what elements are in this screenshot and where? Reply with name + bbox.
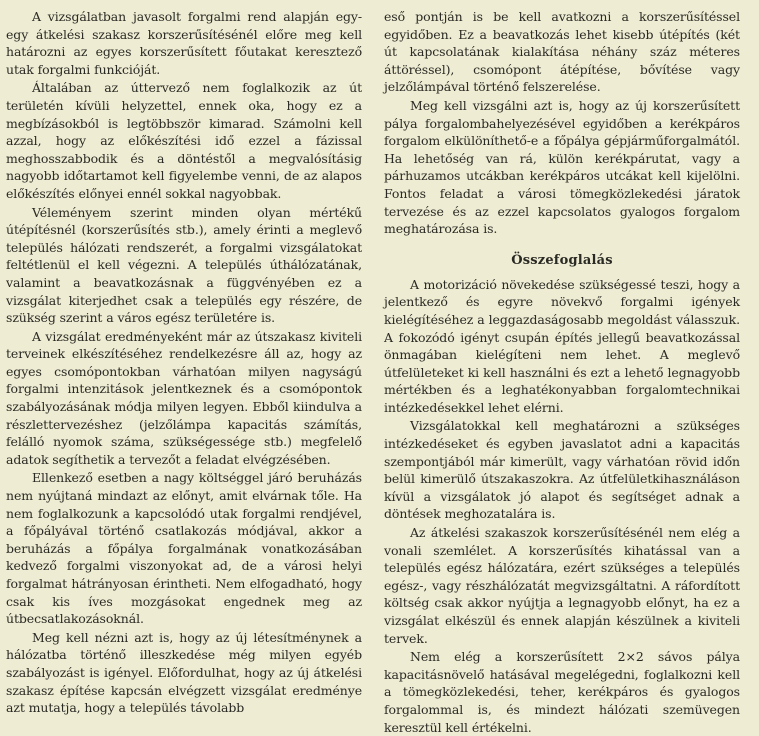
paragraph: A motorizáció növekedése szükségessé teszi, hogy a jelentkező és egyre növekvő forgalmi igények kielégítéséhez a leggazdaságosabb megoldást válasszuk. A fokozódó igényt csupán építés jellegű beavatkozással önmagában kielégíteni nem lehet. A meglevő útfelületeket ki kell használni és ezt a lehető legnagyobb mértékben és a leghatékonyabban forgalomtechnikai intézkedésekkel lehet elérni.: [384, 276, 740, 415]
paragraph: Ellenkező esetben a nagy költséggel járó beruházás nem nyújtaná mindazt az előnyt, amit elvárnak tőle. Ha nem foglalkozunk a kapcsolódó utak forgalmi rendjével, a főpályával történő csatlakozás módjával, akkor a beruházás a főpálya forgalmának vonatkozásában kedvező forgalmi viszonyokat ad, de a városi helyi forgalmat hátrányosan érintheti. Nem elfogadható, hogy csak kis íves mozgásokat engednek meg az útbecsatlakozásoknál.: [6, 470, 362, 627]
paragraph: Általában az úttervező nem foglalkozik az út területén kívüli helyzettel, ennek oka, hogy ez a megbízásokból is legtöbbször kimarad. Számolni kell azzal, hogy az előkészítési idő ezzel a fázissal meghosszabbodik és a döntéstől a megvalósításig nagyobb időtartamot kell figyelembe venni, de az alapos előkészítés előnyei ennél sokkal nagyobbak.: [6, 80, 362, 201]
paragraph: Az átkelési szakaszok korszerűsítésénél nem elég a vonali szemlélet. A korszerűsítés kihatással van a település egész hálózatára, ezért szükséges a település egész-, vagy részhálózatát megvizsgáltatni. A ráfordított költség csak akkor nyújtja a legnagyobb előnyt, ha ez a vizsgálat elkészül és ennek alapján készülnek a kiviteli tervek.: [384, 525, 740, 646]
left-column: [6, 8, 362, 732]
paragraph: A vizsgálatban javasolt forgalmi rend alapján egy-egy átkelési szakasz korszerűsítésénél előre meg kell határozni az egyes korszerűsített főutakat keresztező utak forgalmi funkcióját.: [6, 9, 362, 77]
continued-paragraph: eső pontján is be kell avatkozni a korszerűsítéssel egyidőben. Ez a beavatkozás lehet kisebb útépítés (két út kapcsolatának kialakítása néhány száz méteres áttöréssel), csomópont átépítése, bővítése vagy jelzőlámpával történő felszerelése.: [384, 9, 740, 95]
paragraph: Nem elég a korszerűsített 2×2 sávos pálya kapacitásnövelő hatásával megelégedni, foglalkozni kell a tömegközlekedési, teher, kerékpáros és gyalogos forgalommal is, és mindezt hálózati szemüvegen keresztül kell értékelni.: [384, 649, 740, 735]
right-column: [384, 8, 740, 735]
paragraph: Meg kell nézni azt is, hogy az új létesítménynek a hálózatba történő illeszkedése még milyen egyéb szabályozást is igényel. Előfordulhat, hogy az új átkelési szakasz építése kapcsán elvégzett vizsgálat eredménye azt mutatja, hogy a település távolabb: [6, 629, 362, 716]
paragraph: Véleményem szerint minden olyan mértékű útépítésnél (korszerűsítés stb.), amely érinti a meglevő település hálózati rendszerét, a forgalmi vizsgálatokat feltétlenül el kell végezni. A település úthálózatának, valamint a beavatkozásnak a függvényében ez a vizsgálat kiterjedhet csak a település egy részére, de szükség szerint a város egész területére is.: [6, 204, 362, 326]
paragraph: A vizsgálat eredményeként már az útszakasz kiviteli terveinek elkészítéséhez rendelkezésre áll az, hogy az egyes csomópontokban várhatóan milyen nagyságú forgalmi intenzitások jelentkeznek és a csomópontok szabályozásának módja milyen legyen. Ebből kiindulva a részlettervezéshez (jelzőlámpa kapacitás számítás, felálló nyomok száma, szükségessége stb.) megfelelő adatok segíthetik a tervezőt a feladat elvégzésében.: [6, 328, 362, 467]
section-heading: Összefoglalás: [511, 252, 613, 268]
paragraph: Vizsgálatokkal kell meghatározni a szükséges intézkedéseket és egyben javaslatot adni a kapacitás szempontjából már kimerült, vagy várhatóan rövid időn belül kimerülő útszakaszokra. Az útfelületkihasználáson kívül a vizsgálatok jó alapot és segítséget adnak a döntések meghozatalára is.: [384, 418, 740, 522]
paragraph: Meg kell vizsgálni azt is, hogy az új korszerűsített pálya forgalombahelyezésével egyidőben a kerékpáros forgalom elkülöníthető-e a főpálya gépjárműforgalmától. Ha lehetőség van rá, külön kerékpárutat, vagy a párhuzamos utcákban kerékpáros utcákat kell kijelölni. Fontos feladat a városi tömegközlekedési járatok tervezése és az ezzel kapcsolatos gyalogos forgalom meghatározása is.: [384, 97, 740, 237]
